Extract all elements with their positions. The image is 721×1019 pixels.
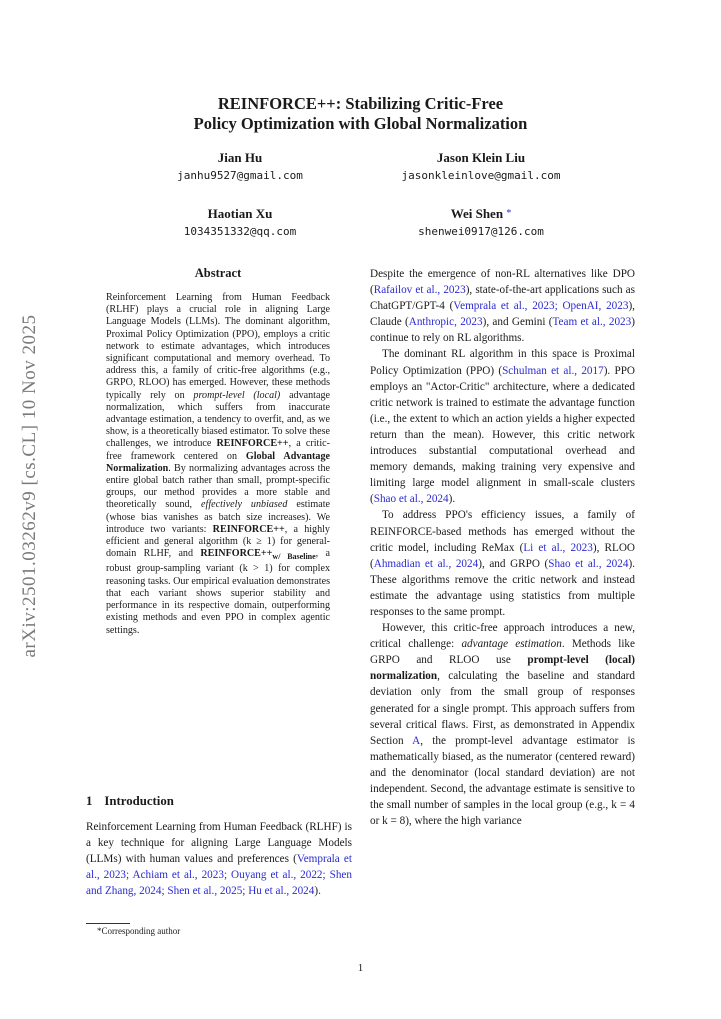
arxiv-stamp bbox=[10, 296, 50, 676]
author-email[interactable]: janhu9527@gmail.com bbox=[177, 169, 303, 182]
citation-link[interactable]: Li et al., 2023 bbox=[523, 541, 593, 554]
body-text: ), state-of-the-art applications such as ChatGPT/GPT-4 ( bbox=[370, 284, 636, 313]
abstract-text: . By normalizing advantages across the entire global batch rather than small, prompt-specific groups, our method provides a more stable and theoretically sound, bbox=[106, 462, 330, 511]
body-text: ) continue to rely on RL algorithms. bbox=[370, 316, 635, 345]
body-text: ), and GRPO ( bbox=[478, 557, 549, 570]
citation-link[interactable]: Rafailov et al., 2023 bbox=[373, 284, 466, 297]
footnote: *Corresponding author bbox=[97, 926, 181, 936]
author-block bbox=[351, 150, 611, 184]
body-text: However, this critic-free approach introduces a new, critical challenge: bbox=[370, 622, 635, 651]
author-name: Jason Klein Liu bbox=[436, 150, 526, 165]
section-heading bbox=[86, 794, 174, 809]
citation-link[interactable]: Anthropic, 2023 bbox=[408, 316, 483, 329]
body-paragraph bbox=[370, 507, 635, 620]
method-name: REINFORCE++ bbox=[200, 548, 273, 560]
body-text: ). These algorithms remove the critic network and instead estimate the advantage using statistics from multiple responses to the same prompt. bbox=[370, 557, 635, 618]
abstract-text: estimate (whose bias vanishes as batch size increases). We introduce two variants: bbox=[106, 499, 331, 535]
body-text: ), Claude ( bbox=[370, 300, 635, 329]
appendix-link[interactable]: A bbox=[412, 734, 421, 747]
author-name: Jian Hu bbox=[217, 150, 263, 165]
method-subscript: w/ Baseline bbox=[272, 552, 316, 562]
author-email[interactable]: jasonkleinlove@gmail.com bbox=[401, 169, 561, 182]
citation-link[interactable]: Shao et al., 2024 bbox=[548, 557, 629, 570]
body-text: Despite the emergence of non-RL alternatives like DPO ( bbox=[370, 268, 635, 297]
author-block bbox=[110, 206, 370, 240]
citation-link[interactable]: Shao et al., 2024 bbox=[373, 493, 449, 506]
abstract-heading: Abstract bbox=[194, 266, 242, 280]
title-line-1: REINFORCE++: Stabilizing Critic-Free bbox=[217, 94, 504, 113]
body-paragraph bbox=[370, 620, 635, 829]
abstract-italic: effectively unbiased bbox=[201, 499, 288, 511]
arxiv-stamp-text: arXiv:2501.03262v9 [cs.CL] 10 Nov 2025 bbox=[19, 314, 40, 658]
body-text: The dominant RL algorithm in this space is Proximal Policy Optimization (PPO) ( bbox=[370, 348, 635, 377]
abstract-bold: Global Advantage Normalization bbox=[106, 450, 330, 474]
page-number: 1 bbox=[357, 962, 364, 974]
method-name: REINFORCE++ bbox=[216, 438, 289, 450]
author-email[interactable]: shenwei0917@126.com bbox=[418, 225, 544, 238]
author-block bbox=[351, 206, 611, 240]
body-paragraph bbox=[370, 346, 635, 507]
intro-text: Reinforcement Learning from Human Feedback (RLHF) is a key technique for aligning Large Language Models (LLMs) with human values and preferences ( bbox=[86, 821, 352, 866]
body-text: ), and Gemini ( bbox=[482, 316, 553, 329]
abstract-body bbox=[106, 292, 330, 637]
footnote-divider bbox=[86, 923, 130, 924]
body-text: . Methods like GRPO and RLOO use bbox=[370, 638, 635, 667]
body-text: , calculating the baseline and standard deviation only from the small group of responses generated for a single prompt. This approach suffers from several critical flaws. First, as demonstrated in Appendix Section bbox=[370, 670, 635, 747]
body-bold: prompt-level (local) normalization bbox=[370, 654, 635, 683]
citation-link[interactable]: Team et al., 2023 bbox=[552, 316, 632, 329]
abstract-text: , a highly efficient and general algorithm (k ≥ 1) for general-domain RLHF, and bbox=[106, 523, 330, 560]
intro-paragraph bbox=[86, 819, 352, 899]
section-title: Introduction bbox=[104, 794, 174, 808]
body-italic: advantage estimation bbox=[461, 638, 562, 651]
author-email[interactable]: 1034351332@qq.com bbox=[183, 225, 297, 238]
citation-link[interactable]: Vemprala et al., 2023; Achiam et al., 2023; Ouyang et al., 2022; Shen and Zhang, 2024; Shen et al., 2025; Hu et al., 2024 bbox=[86, 853, 352, 898]
body-text: , the prompt-level advantage estimator is mathematically biased, as the numerator (centered reward) and the denominator (local standard deviation) are not independent. Second, the advantage estimate is sensitive to the small number of samples in the local group (e.g., k = 4 or k = 8), where the high variance bbox=[370, 734, 635, 828]
author-name bbox=[351, 206, 611, 222]
author-name-text: Wei Shen bbox=[450, 206, 504, 221]
corresponding-mark[interactable]: * bbox=[506, 208, 512, 219]
section-number: 1 bbox=[86, 794, 93, 808]
abstract-paragraph bbox=[106, 292, 330, 637]
abstract-text: , a critic-free framework centered on bbox=[106, 438, 330, 462]
paper-title bbox=[0, 94, 721, 134]
author-name: Haotian Xu bbox=[207, 206, 273, 221]
abstract-text: , a robust group-sampling variant (k > 1) for complex reasoning tasks. Our empirical evaluation demonstrates that each variant shows superior stability and performance in its respective domain, outperforming existing methods and even PPO in complex agentic settings. bbox=[106, 548, 330, 636]
right-column bbox=[370, 266, 635, 829]
abstract-text: advantage normalization, which suffers from inaccurate advantage estimation, a tendency to overfit, and, as we show, is a theoretically biased estimator. To solve these challenges, we introduce bbox=[106, 389, 330, 450]
body-paragraph bbox=[370, 266, 635, 346]
abstract-italic: prompt-level (local) bbox=[193, 389, 281, 401]
body-text: ), RLOO ( bbox=[370, 541, 635, 570]
citation-link[interactable]: Ahmadian et al., 2024 bbox=[373, 557, 479, 570]
body-text: To address PPO's efficiency issues, a family of REINFORCE-based methods has emerged without the critic model, including ReMax ( bbox=[370, 509, 635, 554]
intro-text: ). bbox=[314, 885, 321, 898]
title-line-2: Policy Optimization with Global Normalization bbox=[193, 114, 528, 133]
author-block bbox=[110, 150, 370, 184]
abstract-text: Reinforcement Learning from Human Feedback (RLHF) plays a crucial role in aligning Large Language Models (LLMs). The dominant algorithm, Proximal Policy Optimization (PPO), employs a critic network to estimate advantages, which introduces significant computational and memory overhead. To address this, a family of critic-free algorithms (e.g., GRPO, RLOO) has emerged. However, these methods typically rely on bbox=[106, 292, 330, 401]
introduction-body bbox=[86, 819, 352, 899]
body-text: ). bbox=[448, 493, 456, 506]
method-name: REINFORCE++ bbox=[212, 523, 285, 535]
body-text: ). PPO employs an "Actor-Critic" architecture, where a dedicated critic network is trained to estimate the advantage function (i.e., the extent to which an action yields a higher expected return than the mean). However, this critic network introduces substantial computational overhead and memory demands, making training very expensive and limiting large model alignment in small-scale clusters ( bbox=[370, 364, 635, 506]
citation-link[interactable]: Schulman et al., 2017 bbox=[502, 364, 604, 377]
citation-link[interactable]: Vemprala et al., 2023; OpenAI, 2023 bbox=[453, 300, 629, 313]
